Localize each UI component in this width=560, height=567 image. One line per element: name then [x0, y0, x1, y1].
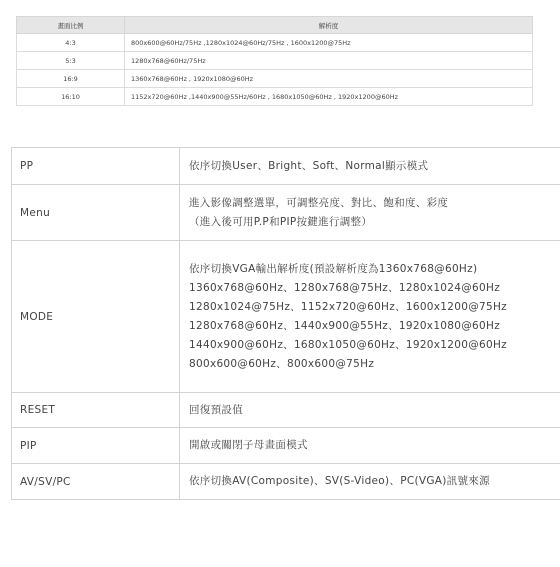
description-line: （進入後可用P.P和PIP按鍵進行調整）	[189, 215, 373, 228]
description-line: 回復預設值	[189, 403, 243, 416]
description-line: 1440x900@60Hz、1680x1050@60Hz、1920x1200@60Hz	[189, 338, 507, 351]
description-line: 依序切換AV(Composite)、SV(S-Video)、PC(VGA)訊號來源	[189, 475, 490, 487]
description-line: 1280x768@60Hz、1440x900@55Hz、1920x1080@60Hz	[189, 319, 501, 332]
header-resolution: 解析度	[125, 17, 533, 34]
function-key: RESET	[12, 393, 180, 428]
function-key: PP	[12, 148, 180, 185]
function-row-menu	[12, 185, 560, 241]
resolution-values-cell: 1152x720@60Hz ,1440x900@55Hz/60Hz , 1680x1050@60Hz , 1920x1200@60Hz	[125, 88, 533, 106]
description-line: 1360x768@60Hz、1280x768@75Hz、1280x1024@60Hz	[189, 281, 501, 294]
description-line: 依序切換User、Bright、Soft、Normal顯示模式	[189, 159, 429, 172]
resolution-table-header	[17, 17, 533, 34]
function-description	[180, 464, 560, 500]
aspect-ratio-cell: 5:3	[17, 52, 125, 70]
description-line: 開啟或關閉子母畫面模式	[189, 439, 308, 451]
function-description	[180, 241, 560, 393]
aspect-ratio-cell: 4:3	[17, 34, 125, 52]
function-key: PIP	[12, 428, 180, 464]
aspect-ratio-cell: 16:9	[17, 70, 125, 88]
function-description	[180, 393, 560, 428]
description-line: 800x600@60Hz、800x600@75Hz	[189, 357, 375, 370]
function-key: MODE	[12, 241, 180, 393]
function-description	[180, 148, 560, 185]
function-row-pp	[12, 148, 560, 185]
description-line: 依序切換VGA輸出解析度(預設解析度為1360x768@60Hz)	[189, 262, 478, 275]
description-line: 1280x1024@75Hz、1152x720@60Hz、1600x1200@75Hz	[189, 300, 507, 313]
resolution-table	[16, 16, 533, 106]
resolution-values-cell: 1360x768@60Hz , 1920x1080@60Hz	[125, 70, 533, 88]
table-row	[17, 70, 533, 88]
table-row	[17, 88, 533, 106]
function-key: Menu	[12, 185, 180, 241]
description-line: 進入影像調整選單，可調整亮度、對比、飽和度、彩度	[189, 196, 449, 209]
function-row-av-sv-pc	[12, 464, 560, 500]
table-row	[17, 34, 533, 52]
function-description	[180, 428, 560, 464]
function-table	[11, 147, 560, 500]
function-row-mode	[12, 241, 560, 393]
table-row	[17, 52, 533, 70]
function-row-pip	[12, 428, 560, 464]
aspect-ratio-cell: 16:10	[17, 88, 125, 106]
resolution-values-cell: 1280x768@60Hz/75Hz	[125, 52, 533, 70]
function-description	[180, 185, 560, 241]
function-row-reset	[12, 393, 560, 428]
header-aspect-ratio: 畫面比例	[17, 17, 125, 34]
function-key: AV/SV/PC	[12, 464, 180, 500]
resolution-values-cell: 800x600@60Hz/75Hz ,1280x1024@60Hz/75Hz , 1600x1200@75Hz	[125, 34, 533, 52]
